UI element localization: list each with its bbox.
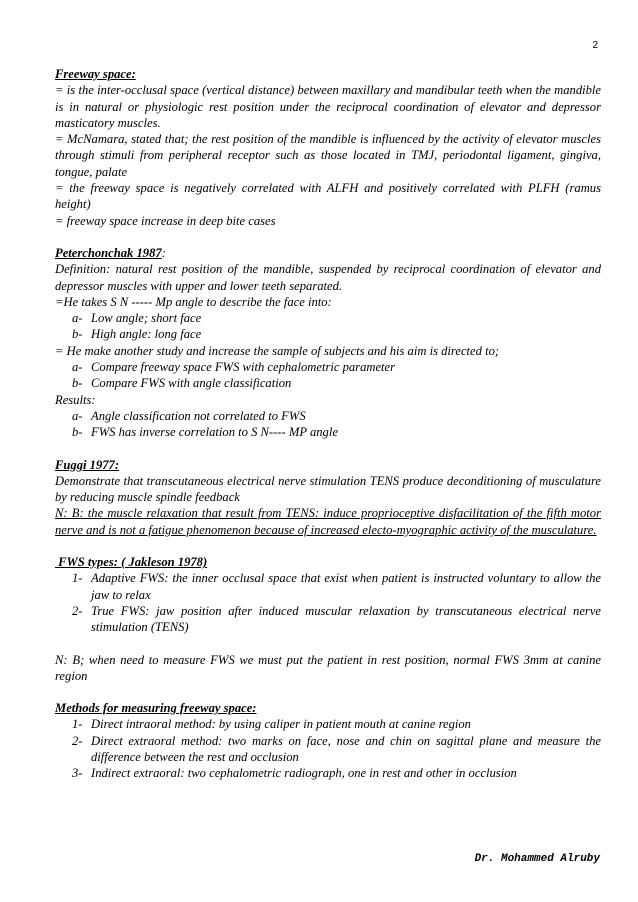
list-item: [55, 424, 601, 440]
peterchonchak-heading: Peterchonchak 1987: [55, 245, 162, 260]
list-text: Compare freeway space FWS with cephalometric parameter: [91, 360, 396, 375]
list-item: [55, 765, 601, 781]
list-text: Angle classification not correlated to FWS: [91, 408, 306, 423]
author-footer: Dr. Mohammed Alruby: [474, 853, 600, 865]
list-text: Compare FWS with angle classification: [91, 376, 292, 391]
fuggi-tens: Demonstrate that transcutaneous electrical nerve stimulation TENS produce deconditioning of musculature by reducing muscle spindle feedback: [55, 473, 601, 505]
list-item: [55, 408, 601, 424]
list-marker: b-: [72, 327, 83, 342]
list-marker: 3-: [72, 766, 83, 781]
list-marker: b-: [72, 425, 83, 440]
freeway-deep-bite: = freeway space increase in deep bite cases: [55, 213, 276, 228]
fws-types-heading: FWS types: ( Jakleson 1978): [55, 555, 208, 570]
list-text: True FWS: jaw position after induced muscular relaxation by transcutaneous electrical nerve stimulation (TENS): [91, 603, 601, 635]
list-marker: 1-: [72, 571, 83, 586]
list-text: High angle: long face: [91, 327, 202, 342]
fuggi-section: [55, 457, 601, 538]
list-text: Low angle; short face: [91, 311, 202, 326]
peterchonchak-another-study: = He make another study and increase the sample of subjects and his aim is directed to;: [55, 343, 500, 358]
freeway-section: [55, 66, 601, 229]
nb-measure-note: N: B; when need to measure FWS we must put the patient in rest position, normal FWS 3mm at canine region: [55, 652, 601, 683]
results-label: Results:: [55, 392, 96, 407]
methods-section: [55, 700, 601, 781]
document-body: [55, 66, 601, 782]
list-text: Direct extraoral method: two marks on face, nose and chin on sagittal plane and measure the difference between the rest and occlusion: [91, 733, 601, 764]
fws-types-section: [55, 554, 601, 635]
peterchonchak-definition: Definition: natural rest position of the mandible, suspended by reciprocal coordination of elevator and depressor muscles with upper and lower teeth separated.: [55, 262, 601, 293]
peterchonchak-colon: :: [161, 245, 166, 260]
peterchonchak-section: [55, 245, 601, 441]
freeway-definition: = is the inter-occlusal space (vertical distance) between maxillary and mandibular teeth when the mandible is in natural or physiologic rest position under the reciprocal coordination of elevator and depressor masticatory muscles.: [55, 83, 601, 130]
fuggi-heading: Fuggi 1977:: [55, 457, 120, 472]
list-text: Adaptive FWS: the inner occlusal space that exist when patient is instructed voluntary to allow the jaw to relax: [91, 571, 601, 602]
list-marker: 2-: [72, 733, 83, 748]
list-item: [55, 716, 601, 732]
list-item: [55, 570, 601, 603]
list-text: Direct intraoral method: by using caliper in patient mouth at canine region: [91, 717, 471, 732]
list-item: [55, 375, 601, 391]
list-marker: a-: [72, 311, 83, 326]
list-item: [55, 733, 601, 766]
list-marker: a-: [72, 360, 83, 375]
fuggi-note: N: B: the muscle relaxation that result from TENS: induce proprioceptive disfacilitation of the fifth motor nerve and is not a fatigue phenomenon because of increased electo-myographic activity of the musculature.: [55, 506, 601, 537]
freeway-correlation: = the freeway space is negatively correlated with ALFH and positively correlated with PLFH (ramus height): [55, 181, 601, 212]
list-item: [55, 603, 601, 636]
list-marker: 2-: [72, 603, 83, 618]
freeway-mcnamara: = McNamara, stated that; the rest position of the mandible is influenced by the activity of elevator muscles through stimuli from peripheral receptor such as those located in TMJ, periodontal ligament, gingiva, tongue, palate: [55, 132, 601, 179]
page-number: 2: [592, 40, 598, 51]
methods-heading: Methods for measuring freeway space:: [55, 701, 257, 716]
list-item: [55, 310, 601, 326]
list-text: Indirect extraoral: two cephalometric radiograph, one in rest and other in occlusion: [91, 766, 517, 781]
list-marker: a-: [72, 408, 83, 423]
peterchonchak-heading-line: [55, 245, 601, 261]
peterchonchak-takes: =He takes S N ----- Mp angle to describe the face into:: [55, 294, 332, 309]
list-item: [55, 359, 601, 375]
list-text: FWS has inverse correlation to S N---- MP angle: [91, 425, 338, 440]
list-item: [55, 326, 601, 342]
freeway-heading: Freeway space:: [55, 67, 136, 81]
list-marker: 1-: [72, 717, 83, 732]
list-marker: b-: [72, 376, 83, 391]
